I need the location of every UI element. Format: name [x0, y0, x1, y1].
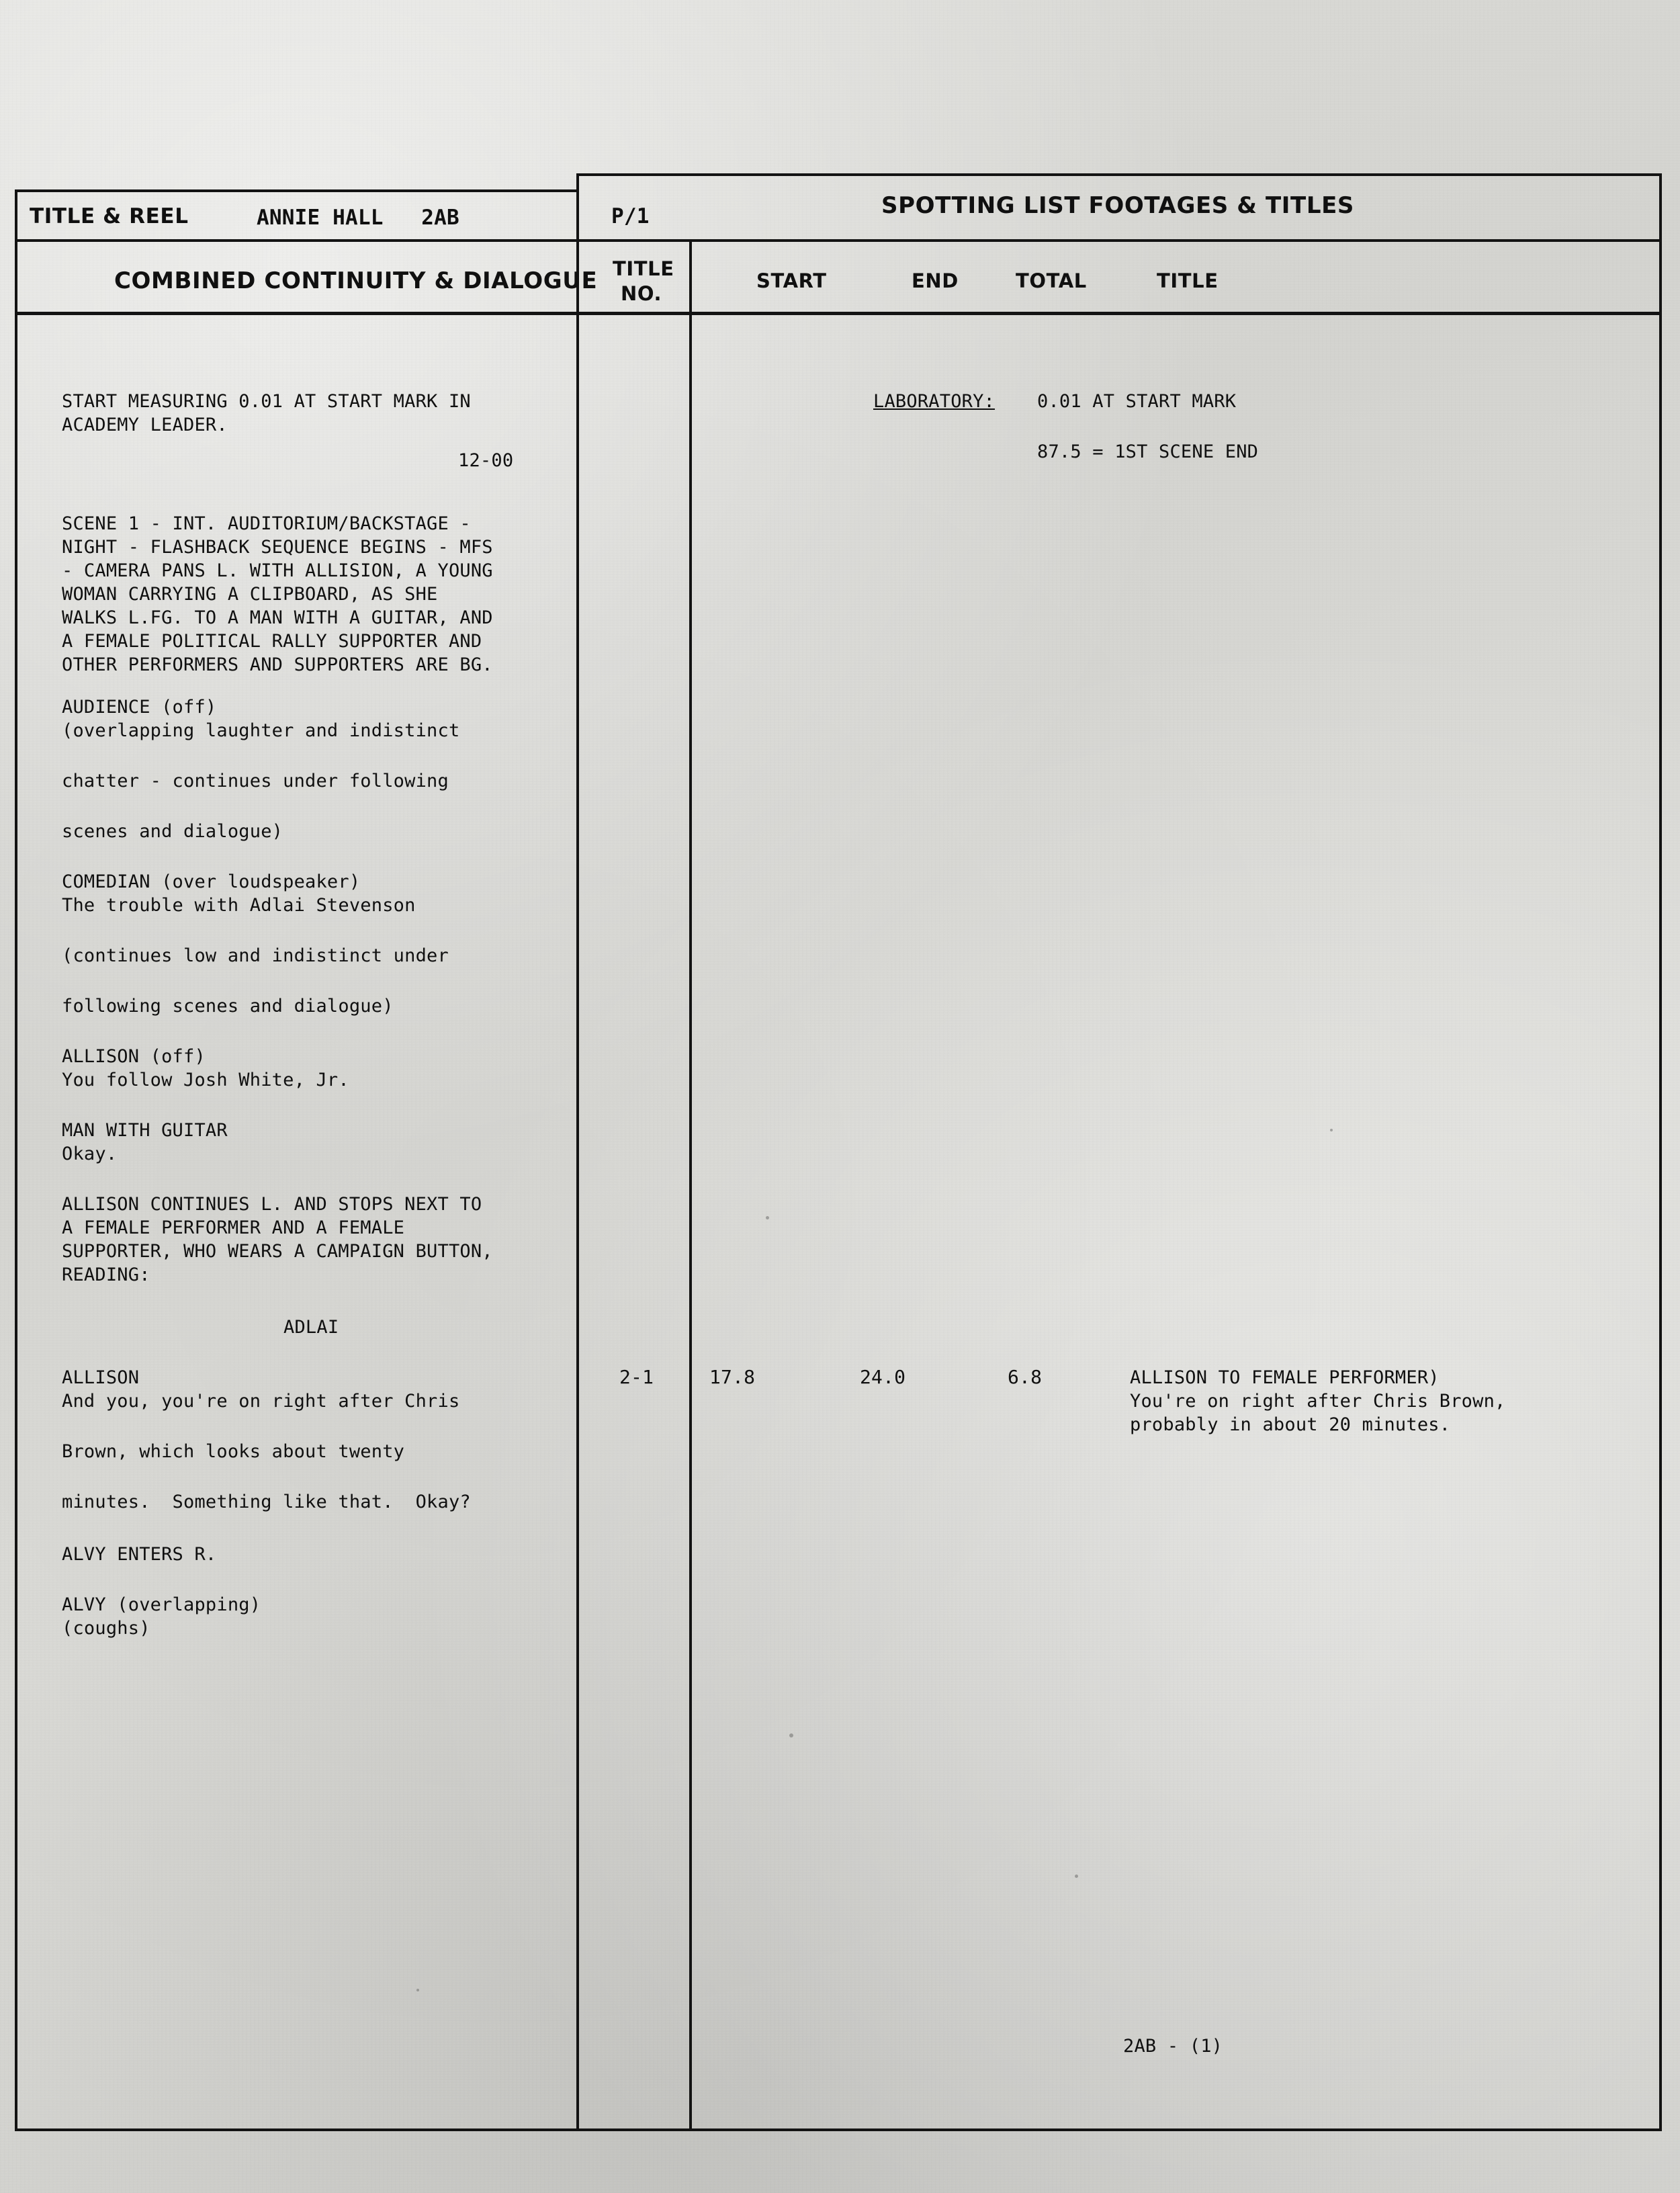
spotting-row-title-no: 2-1: [619, 1366, 654, 1388]
spotting-row-title-line3: probably in about 20 minutes.: [1130, 1414, 1451, 1435]
allison-dialogue-line2: Brown, which looks about twenty: [62, 1441, 405, 1462]
scene-1-description-line2: NIGHT - FLASHBACK SEQUENCE BEGINS - MFS: [62, 537, 493, 558]
scene-1-description-line5: WALKS L.FG. TO A MAN WITH A GUITAR, AND: [62, 607, 493, 628]
spotting-list-header: SPOTTING LIST FOOTAGES & TITLES: [881, 192, 1355, 219]
page-footer: 2AB - (1): [1123, 2036, 1223, 2057]
alvy-cue-label: ALVY (overlapping): [62, 1594, 261, 1615]
continuity-block-start-measuring-line1: START MEASURING 0.01 AT START MARK IN: [62, 391, 471, 412]
rule-under-title-reel: [15, 239, 576, 242]
alvy-line1: (coughs): [62, 1618, 150, 1639]
rule-bottom: [15, 2128, 1662, 2131]
allison-dialogue-line3: minutes. Something like that. Okay?: [62, 1492, 471, 1512]
allison-action-line1: ALLISON CONTINUES L. AND STOPS NEXT TO: [62, 1194, 482, 1215]
scene-1-description-line7: OTHER PERFORMERS AND SUPPORTERS ARE BG.: [62, 654, 493, 675]
scene-1-description-line3: - CAMERA PANS L. WITH ALLISION, A YOUNG: [62, 560, 493, 581]
audience-cue-label: AUDIENCE (off): [62, 697, 217, 718]
man-with-guitar-cue-label: MAN WITH GUITAR: [62, 1120, 228, 1141]
audience-line1: (overlapping laughter and indistinct: [62, 720, 460, 741]
rule-between-continuity-and-titleno: [576, 173, 579, 2131]
laboratory-line2: 87.5 = 1ST SCENE END: [1037, 441, 1259, 462]
rule-top-left: [15, 189, 576, 192]
spotting-row-title-line2: You're on right after Chris Brown,: [1130, 1391, 1506, 1412]
rule-top-right: [576, 173, 1662, 176]
column-header-end: END: [912, 269, 959, 292]
rule-under-column-headers: [15, 312, 1662, 315]
column-header-start: START: [756, 269, 827, 292]
column-header-title-no-line1: TITLE: [613, 257, 674, 280]
left-column-header: COMBINED CONTINUITY & DIALOGUE: [114, 267, 598, 294]
continuity-block-start-measuring-line2: ACADEMY LEADER.: [62, 415, 228, 435]
form-sheet: [15, 173, 1662, 2142]
comedian-cue-label: COMEDIAN (over loudspeaker): [62, 871, 361, 892]
spotting-row-title-line1: ALLISON TO FEMALE PERFORMER): [1130, 1367, 1440, 1388]
comedian-continues-line1: (continues low and indistinct under: [62, 945, 449, 966]
audience-line2: chatter - continues under following: [62, 771, 449, 791]
rule-left-outer: [15, 189, 17, 2131]
spotting-row-end: 24.0: [860, 1366, 906, 1388]
column-header-total: TOTAL: [1016, 269, 1087, 292]
scene-1-description-line1: SCENE 1 - INT. AUDITORIUM/BACKSTAGE -: [62, 513, 471, 534]
spotting-row-total: 6.8: [1008, 1366, 1043, 1388]
rule-right-outer: [1659, 173, 1662, 2131]
allison-action-line4: READING:: [62, 1264, 150, 1285]
allison-off-line1: You follow Josh White, Jr.: [62, 1070, 349, 1090]
comedian-continues-line2: following scenes and dialogue): [62, 996, 394, 1017]
page-marker: P/1: [611, 204, 650, 228]
rule-under-spotting-header: [576, 239, 1662, 242]
campaign-button-text: ADLAI: [283, 1317, 339, 1338]
laboratory-label: LABORATORY:: [873, 391, 996, 412]
man-with-guitar-line1: Okay.: [62, 1144, 118, 1164]
column-header-title: TITLE: [1157, 269, 1219, 292]
column-header-title-no-line2: NO.: [621, 282, 662, 305]
allison-action-line3: SUPPORTER, WHO WEARS A CAMPAIGN BUTTON,: [62, 1241, 493, 1262]
alvy-enters-action-line1: ALVY ENTERS R.: [62, 1544, 217, 1565]
title-and-reel-value: ANNIE HALL 2AB: [257, 206, 459, 230]
scene-1-description-line4: WOMAN CARRYING A CLIPBOARD, AS SHE: [62, 584, 438, 605]
continuity-footage-12-00: 12-00: [458, 450, 514, 471]
allison-action-line2: A FEMALE PERFORMER AND A FEMALE: [62, 1217, 405, 1238]
allison-dialogue-line1: And you, you're on right after Chris: [62, 1391, 460, 1412]
scene-1-description-line6: A FEMALE POLITICAL RALLY SUPPORTER AND: [62, 631, 482, 652]
allison-dialogue-cue-label: ALLISON: [62, 1367, 140, 1388]
laboratory-line1: 0.01 AT START MARK: [1037, 391, 1237, 412]
allison-off-cue-label: ALLISON (off): [62, 1046, 206, 1067]
comedian-line1: The trouble with Adlai Stevenson: [62, 895, 416, 916]
spotting-row-start: 17.8: [709, 1366, 756, 1388]
rule-between-titleno-and-footages: [689, 242, 692, 2131]
audience-line3: scenes and dialogue): [62, 821, 283, 842]
title-and-reel-label: TITLE & REEL: [30, 204, 189, 228]
